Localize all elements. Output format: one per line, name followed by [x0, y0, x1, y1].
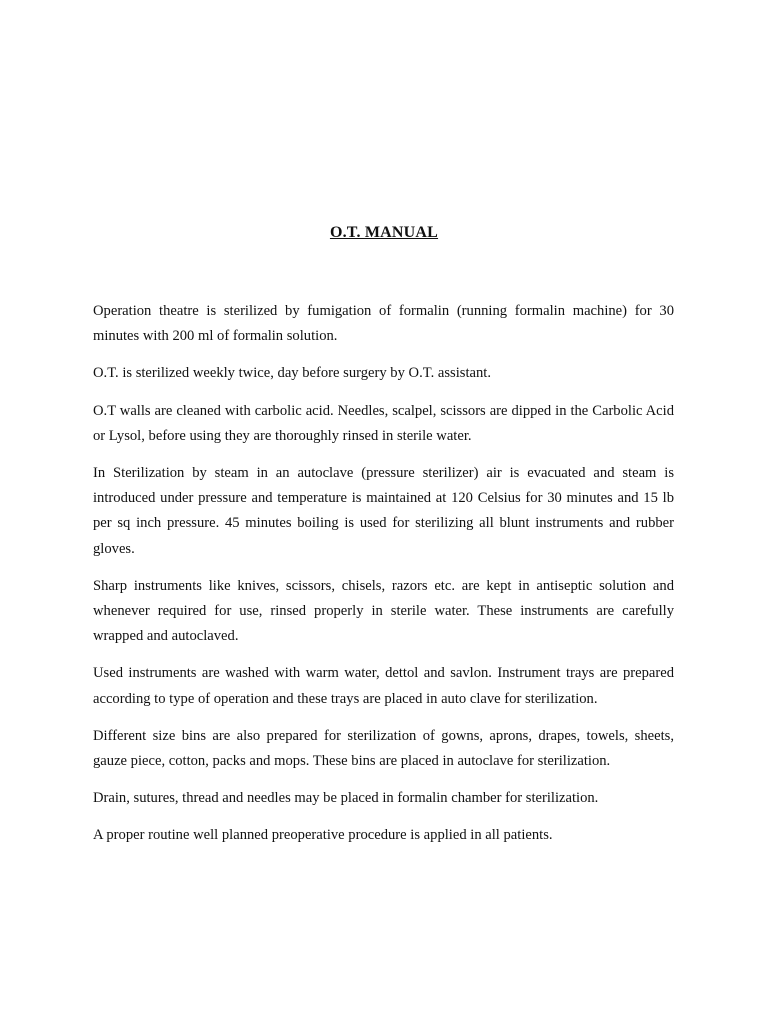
paragraph-autoclave-steam: In Sterilization by steam in an autoclave (pressure sterilizer) air is evacuated and steam is introduced under pressure and temperature is maintained at 120 Celsius for 30 minutes and 15 lb per sq inch pressure. 45 minutes boiling is used for sterilizing all blunt instruments and rubber gloves.	[93, 465, 674, 557]
paragraph-used-instruments: Used instruments are washed with warm water, dettol and savlon. Instrument trays are prepared according to type of operation and these trays are placed in auto clave for sterilization.	[93, 665, 674, 707]
paragraph-sharp-instruments: Sharp instruments like knives, scissors, chisels, razors etc. are kept in antiseptic solution and whenever required for use, rinsed properly in sterile water. These instruments are carefully wrapped and autoclaved.	[93, 577, 674, 645]
document-body	[93, 299, 674, 861]
paragraph-preoperative-procedure: A proper routine well planned preoperative procedure is applied in all patients.	[93, 827, 553, 844]
paragraph-bins: Different size bins are also prepared for sterilization of gowns, aprons, drapes, towels, sheets, gauze piece, cotton, packs and mops. These bins are placed in autoclave for sterilization.	[93, 727, 674, 770]
paragraph-walls-cleaning: O.T walls are cleaned with carbolic acid. Needles, scalpel, scissors are dipped in the Carbolic Acid or Lysol, before using they are thoroughly rinsed in sterile water.	[93, 402, 674, 444]
paragraph-fumigation: Operation theatre is sterilized by fumigation of formalin (running formalin machine) for 30 minutes with 200 ml of formalin solution.	[93, 303, 674, 345]
document-title: O.T. MANUAL	[329, 224, 439, 241]
paragraph-formalin-chamber: Drain, sutures, thread and needles may be placed in formalin chamber for sterilization.	[93, 790, 599, 807]
paragraph-weekly-sterilization: O.T. is sterilized weekly twice, day before surgery by O.T. assistant.	[93, 365, 491, 382]
